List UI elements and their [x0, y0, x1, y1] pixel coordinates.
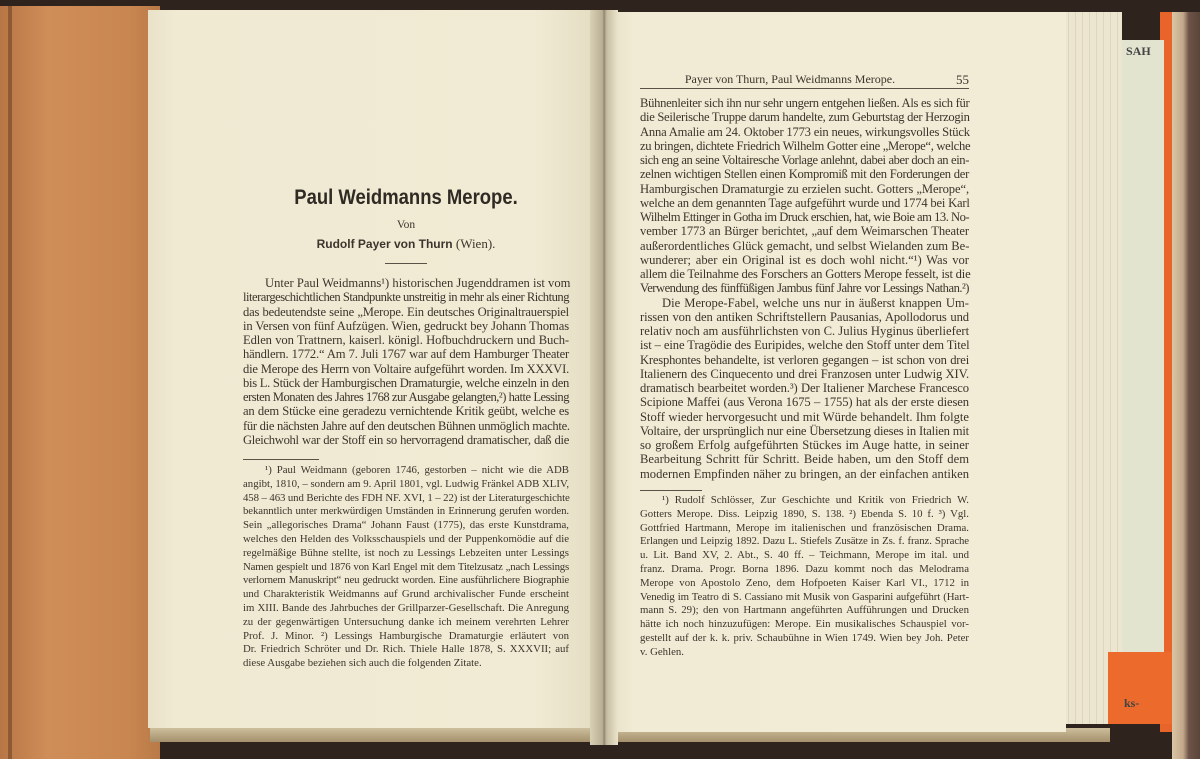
page-number: 55 — [956, 72, 969, 87]
footnote-line: ¹) Rudolf Schlösser, Zur Geschichte und Kritik von Friedrich W. — [662, 494, 969, 506]
footnote-line: 458 – 463 und Berichte des FDH NF. XVI, 1 – 22) ist der Literaturgeschichte — [243, 491, 570, 504]
book-gutter — [590, 10, 618, 745]
footnote-line: v. Gehlen. — [640, 645, 684, 658]
left-body-text — [243, 276, 569, 447]
body-line: welche an dem genannten Tage aufgeführt wurde und 1774 bei Karl — [640, 195, 970, 210]
body-line: vember 1773 an Bürger berichtet, „auf dem Weimarschen Theater — [640, 224, 969, 239]
body-line: Stoff wieder hervorgesucht und mit Würde behandelt. Ihm folgte — [640, 409, 969, 424]
footnote-line: diese Ausgabe beziehen sich auch die folgenden Zitate. — [243, 657, 482, 670]
body-line: Voltaire, der ursprünglich nur eine Übersetzung dieses in Italien mit — [640, 423, 969, 438]
footnote-line: Venedig im Teatro di S. Cassiano mit Musik von Gasparini aufgeführt (Hart- — [640, 590, 969, 603]
author-location: (Wien). — [455, 236, 496, 251]
cover-edge — [8, 6, 12, 759]
footnote-line: und Charakteristik Weidmanns auf Grund archivalischer Funde erscheint — [243, 588, 569, 601]
body-line: sich eng an seine Voltairesche Vorlage anlehnt, dabei aber doch an ein- — [640, 153, 969, 167]
body-line: ist – eine Tragödie des Euripides, welche den Stoff unter dem Titel — [640, 338, 970, 353]
body-line: außerordentliches Glück gemacht, und selbst Wielanden zum Be- — [640, 238, 970, 253]
body-line: die Seilerische Truppe darum handelte, zum Geburtstag der Herzogin — [640, 110, 970, 125]
body-line: allem die Teilnahme des Forschers an Gotters Merope fesselt, ist die — [640, 267, 971, 281]
body-line: an dem Stücke eine geradezu vernichtende Kritik geübt, welche es — [243, 404, 569, 419]
author-name: Rudolf Payer von Thurn — [316, 237, 453, 251]
body-line: händlern. 1772.“ Am 7. Juli 1767 war auf dem Hamburger Theater — [243, 347, 569, 362]
body-line: in Versen von fünf Aufzügen. Wien, gedruckt bey Johann Thomas — [243, 318, 570, 333]
inserted-sheet — [1122, 40, 1164, 652]
footnote-line: Dr. Friedrich Schröter und Dr. Rich. Thiele Halle 1878, S. XXXVII; auf — [243, 643, 569, 656]
body-line: rissen von den antiken Schriftstellern Pausanias, Apollodorus und — [640, 309, 969, 324]
footnote-line: Prof. J. Minor. ²) Lessings Hamburgische Dramaturgie erläutert von — [243, 629, 569, 642]
body-line: Bühnenleiter sich ihn nur sehr ungern entgehen ließen. Als es sich für — [640, 96, 970, 110]
tab-note: ks- — [1124, 696, 1140, 710]
byline-von: Von — [396, 219, 416, 231]
body-line: die Merope des Herrn von Voltaire aufgeführt worden. Im XXXVI. — [243, 361, 570, 376]
title-divider — [385, 263, 427, 264]
body-line: für die nächsten Jahre auf den deutschen Bühnen unmöglich machte. — [243, 418, 570, 433]
body-line: Kresphontes behandelte, ist verloren gegangen – ist schon von drei — [640, 352, 969, 367]
footnote-line: mann S. 29); den von Hartmann angeführten Aufführungen und Drucken — [640, 604, 969, 617]
body-line: Unter Paul Weidmanns¹) historischen Jugenddramen ist vom — [265, 276, 571, 290]
footnote-line: welches den Helden des Volksschauspiels und der Puppenkomödie auf die — [243, 532, 569, 545]
body-line: dramatisch bearbeitet worden.³) Der Italiener Marchese Francesco — [640, 381, 969, 395]
book-cover-right — [1172, 12, 1200, 759]
body-line: Edlen von Trattnern, kaiserl. königl. Hofbuchdruckern und Buch- — [243, 333, 569, 347]
article-title: Paul Weidmanns Merope. — [294, 186, 518, 209]
footnote-line: regelmäßige Bühne stellte, ist noch zu Lessings Lebzeiten unter Lessings — [243, 546, 569, 559]
footnote-divider — [243, 459, 319, 460]
footnote-line: franz. Drama. Progr. Borna 1896. Dazu kommt noch das Melodrama — [640, 562, 969, 575]
footnote-line: bekanntlich unter merkwürdigen Umständen in Erinnerung gerufen worden. — [243, 505, 569, 518]
body-line: zu bringen, dichtete Friedrich Wilhelm Gotter eine „Merope“, welche — [640, 138, 971, 153]
body-line: bis L. Stück der Hamburgischen Dramaturgie, welche einzeln in den — [243, 375, 569, 390]
footnote-line: im XIII. Bande des Jahrbuches der Grillparzer-Gesellschaft. Die Anregung — [243, 601, 569, 614]
body-line: so großem Erfolg aufgeführten Stückes im Auge hatte, in seiner — [640, 438, 969, 452]
body-line: wunderer; aber ein Original ist es doch wohl nicht.“¹) Was vor — [640, 252, 969, 267]
footnote-divider — [640, 490, 702, 491]
footnote-line: verlornem Manuskript“ neu gedruckt worden. Eine ausführlichere Biographie — [243, 574, 569, 587]
body-line: Verwendung des fünffüßigen Jambus fünf Jahre vor Lessings Nathan.²) — [640, 281, 969, 296]
book-cover-left — [0, 6, 160, 759]
body-line: Gleichwohl war der Stoff ein so hervorragend dramatischer, daß die — [243, 432, 569, 447]
footnote-line: hätte ich noch hinzuzufügen: Merope. Ein musikalisches Schauspiel vor- — [640, 618, 969, 631]
footnote-line: u. Lit. Band XV, 2. Abt., S. 40 ff. – Teichmann, Merope im ital. und — [640, 549, 969, 562]
right-body-text — [640, 96, 969, 481]
footnote-line: Erlangen und Leipzig 1892. Dazu L. Stiefels Zusätze in Zs. f. franz. Sprache — [640, 535, 969, 548]
footnote-line: gestellt auf der k. k. priv. Schaubühne in Wien 1749. Wien bey Joh. Peter — [640, 631, 969, 644]
footnote-line: ¹) Paul Weidmann (geboren 1746, gestorben – nicht wie die ADB — [265, 464, 569, 476]
author-line — [243, 236, 569, 252]
orange-tab — [1108, 652, 1172, 724]
right-footnotes — [640, 494, 969, 660]
body-line: das bedeutendste seine „Merope. Ein deutsches Originaltrauerspiel — [243, 304, 569, 319]
body-line: Anna Amalie am 24. Oktober 1773 ein neues, wirkungsvolles Stück — [640, 124, 970, 139]
body-line: ersten Monaten des Jahres 1768 zur Ausgabe gelangten,²) hatte Lessing — [243, 390, 569, 404]
footnote-line: Sein „allegorisches Drama“ Johann Faust (1775), das erste Kunstdrama, — [243, 519, 569, 532]
footnote-line: Merope von Apostolo Zeno, dem Hofpoeten Kaiser Karl VI., 1712 in — [640, 576, 969, 589]
body-line: Italienern des Cinquecento und drei Franzosen unter Ludwig XIV. — [640, 366, 969, 381]
body-line: Scipione Maffei (aus Verona 1675 – 1755) hat als der erste diesen — [640, 395, 969, 410]
body-line: zelnen wichtigen Stellen einen Kompromiß mit den Forderungen der — [640, 167, 969, 182]
footnote-line: Namen gespielt und 1876 von Karl Engel mit dem Titelzusatz „nach Lessings — [243, 560, 569, 573]
body-line: modernen Empfinden näher zu bringen, an der einfachen antiken — [640, 466, 969, 481]
body-line: Hamburgischen Dramaturgie zu erzielen sucht. Gotters „Merope“, — [640, 181, 969, 196]
insert-heading: SAH — [1126, 44, 1151, 58]
body-line: relativ noch am ausführlichsten von C. Julius Hyginus überliefert — [640, 324, 970, 338]
footnote-line: Gotters Merope. Diss. Leipzig 1890, S. 138. ²) Ebenda S. 10 f. ³) Vgl. — [640, 507, 969, 520]
running-head: Payer von Thurn, Paul Weidmanns Merope. — [684, 72, 896, 86]
footnote-line: zu der gegenwärtigen Untersuchung danke ich meinem verehrten Lehrer — [243, 615, 569, 628]
header-rule — [640, 88, 969, 89]
footnote-line: angibt, 1810, – sondern am 9. April 1801, vgl. Ludwig Fränkel ADB XLIV, — [243, 477, 570, 490]
left-footnotes — [243, 464, 569, 671]
footnote-line: Gottfried Hartmann, Merope im italienischen und französischen Drama. — [640, 521, 969, 534]
body-line: Bearbeitung Schritt für Schritt. Beide haben, um den Stoff dem — [640, 452, 969, 467]
body-line: Die Merope-Fabel, welche uns nur in äußerst knappen Um- — [662, 295, 969, 310]
body-line: literargeschichtlichen Standpunkte unstreitig in mehr als einer Richtung — [243, 290, 569, 305]
page-stack-edge — [1062, 12, 1122, 724]
body-line: Wilhelm Ettinger in Gotha im Druck erschien, hat, wie Boie am 13. No- — [640, 210, 970, 224]
